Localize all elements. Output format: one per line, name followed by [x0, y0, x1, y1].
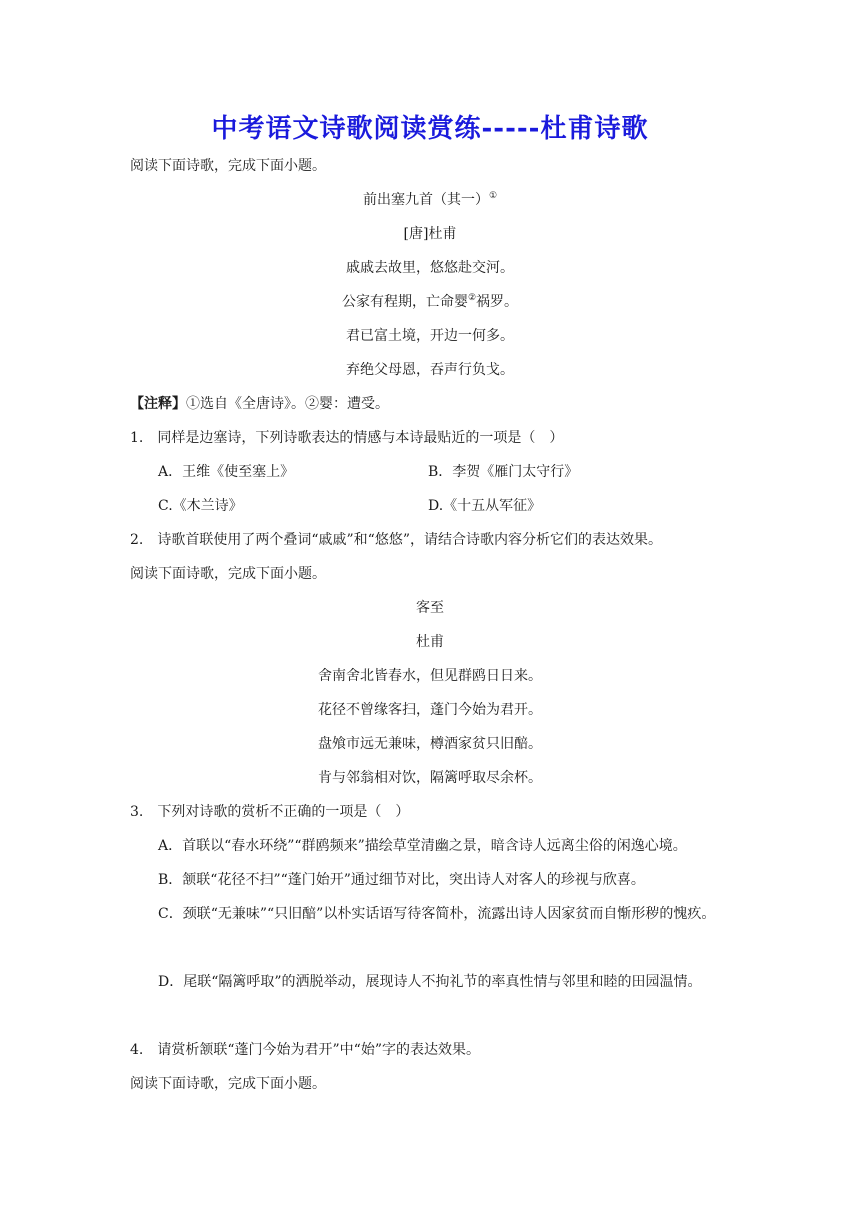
poem1-line-4: 弃绝父母恩，吞声行负戈。: [346, 362, 514, 378]
section3-intro: 阅读下面诗歌，完成下面小题。: [130, 1076, 326, 1092]
q1-option-a: A．王维《使至塞上》: [158, 464, 295, 480]
q1-option-d: D.《十五从军征》: [428, 498, 542, 514]
poem1-line2-footnote: ②: [467, 293, 477, 303]
poem1-line-2: 公家有程期，亡命婴②祸罗。: [341, 293, 519, 310]
q4-stem: 4. 请赏析颔联“蓬门今始为君开”中“始”字的表达效果。: [130, 1042, 480, 1058]
poem1-line-3: 君已富土境，开边一何多。: [346, 328, 514, 344]
section2-intro: 阅读下面诗歌，完成下面小题。: [130, 566, 326, 582]
poem2-line-1: 舍南舍北皆春水，但见群鸥日日来。: [318, 668, 542, 684]
poem1-author: [唐]杜甫: [403, 226, 457, 242]
poem2-line-3: 盘飧市远无兼味，樽酒家贫只旧醅。: [318, 736, 542, 752]
poem2-title: 客至: [416, 600, 444, 616]
q3-option-d: D．尾联“隔篱呼取”的洒脱举动，展现诗人不拘礼节的率真性情与邻里和睦的田园温情。: [158, 974, 702, 990]
section1-intro: 阅读下面诗歌，完成下面小题。: [130, 158, 326, 174]
q3-option-c: C．颈联“无兼味”“只旧醅”以朴实话语写待客简朴，流露出诗人因家贫而自惭形秽的愧疚。: [158, 906, 716, 922]
q2-stem: 2. 诗歌首联使用了两个叠词“戚戚”和“悠悠”，请结合诗歌内容分析它们的表达效果。: [130, 532, 662, 548]
note-text: ①选自《全唐诗》。②婴：遭受。: [186, 396, 389, 412]
q3-option-b: B．颔联“花径不扫”“蓬门始开”通过细节对比，突出诗人对客人的珍视与欣喜。: [158, 872, 645, 888]
q3-stem: 3. 下列对诗歌的赏析不正确的一项是（ ）: [130, 804, 410, 820]
poem2-line-2: 花径不曾缘客扫，蓬门今始为君开。: [318, 702, 542, 718]
document-title: 中考语文诗歌阅读赏练-----杜甫诗歌: [211, 114, 649, 144]
poem2-line-4: 肯与邻翁相对饮，隔篱呼取尽余杯。: [318, 770, 542, 786]
note-label: 【注释】: [130, 396, 186, 412]
poem1-title-footnote: ①: [488, 191, 498, 201]
poem1-line-1: 戚戚去故里，悠悠赴交河。: [346, 260, 514, 276]
q1-stem: 1. 同样是边塞诗，下列诗歌表达的情感与本诗最贴近的一项是（ ）: [130, 430, 564, 446]
poem2-author: 杜甫: [416, 634, 444, 650]
q3-option-a: A．首联以“春水环绕”“群鸥频来”描绘草堂清幽之景，暗含诗人远离尘俗的闲逸心境。: [158, 838, 687, 854]
poem1-title: 前出塞九首（其一）①: [362, 191, 498, 208]
q1-option-b: B．李贺《雁门太守行》: [428, 464, 579, 480]
q1-option-c: C.《木兰诗》: [158, 498, 243, 514]
poem1-note: [130, 394, 389, 414]
